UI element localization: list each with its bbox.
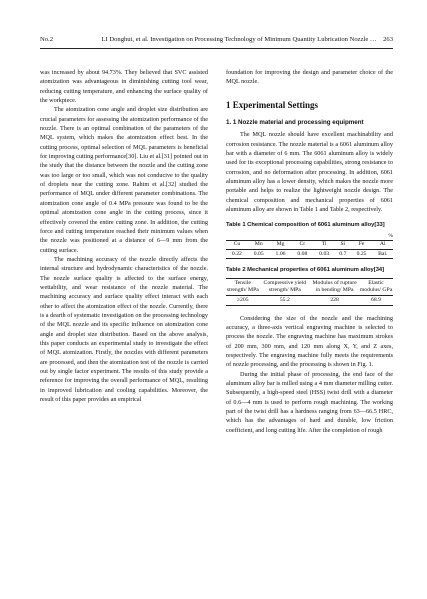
left-column	[40, 68, 208, 404]
table-2-caption: Table 2 Mechanical properties of 6061 aluminum alloy[34]	[226, 267, 385, 274]
table-row	[226, 295, 393, 305]
table-header-cell: Modulus of rupture in bending/ MPa	[310, 278, 359, 295]
table-cell: Bal.	[378, 250, 388, 257]
table-cell: 0.05	[253, 250, 264, 257]
table-header-cell: Elastic modulus/ GPa	[359, 278, 393, 295]
section-title: 1 Experimental Settings	[226, 99, 318, 110]
issue-number: No.2	[40, 36, 54, 43]
table-cell: ≥205	[236, 296, 249, 303]
table-1-caption: Table 1 Chemical composition of 6061 aluminum alloy[33]	[226, 222, 385, 229]
table-header-cell: Si	[335, 240, 351, 249]
right-column	[226, 68, 393, 435]
table-1-unit: %	[388, 232, 393, 239]
paragraph: Considering the size of the nozzle and the machining accuracy, a three-axis vertical engraving machine is selected to process the nozzle. The engraving machine has maximum strokes of 200 mm, 300 mm, and 120 mm along X, Y, and Z axes, respectively. The engraving machine fully meets the requirements of nozzle processing, and the processing is shown in Fig. 1.	[226, 314, 393, 369]
table-cell: 228	[330, 296, 339, 303]
page-number: 263	[383, 36, 393, 43]
header-rule	[40, 48, 393, 49]
running-header	[40, 36, 393, 48]
paragraph: The MQL nozzle should have excellent machinability and corrosion resistance. The nozzle material is a 6061 aluminum alloy bar with a diameter of 6 mm. The 6061 aluminum alloy is widely used for its exceptional processing capabilities, strong resistance to corrosion, and no deformation after processing. In addition, 6061 aluminum alloy has a lower density, which makes the nozzle more portable and helps to realize the lightweight nozzle design. The chemical composition and mechanical properties of 6061 aluminum alloy are shown in Table 1 and Table 2, respectively.	[226, 131, 393, 214]
table-header-cell: Cr	[291, 240, 313, 249]
table-cell: 0.03	[319, 250, 330, 257]
table-header-cell: Mn	[248, 240, 270, 249]
table-header-row	[226, 240, 393, 249]
paragraph: The atomization cone angle and droplet size distribution are crucial parameters for assessing the atomization performance of the nozzle. There is an optimal combination of the parameters of the MQL system, which makes the atomization effect best. In the cutting process, optimal selection of MQL parameters is beneficial for improving cutting performance[30]. Liu et al.[31] pointed out in the study that the distance between the nozzle and the cutting zone was too large or too small, which was not conducive to the quality of droplets near the cutting zone. Rahim et al.[32] studied the performance of MQL under different parameter combinations. The atomization cone angle of 0.4 MPa pressure was found to be the optimal atomization cone angle in the cutting process, since it effectively covered the entire cutting zone. In addition, the cutting force and cutting temperature reached their minimum values when the nozzle was positioned at a distance of 6—9 mm from the cutting surface.	[40, 106, 208, 254]
paragraph: The machining accuracy of the nozzle directly affects the internal structure and hydrodynamic characteristics of the nozzle. The nozzle surface quality is affected to the surface energy, wettability, and wear resistance of the nozzle material. The machining accuracy and surface quality effect interact with each other to affect the atomization effect of the nozzle. Currently, there is a dearth of systematic investigation on the processing technology of the MQL nozzle and its specific influence on atomization cone angle and droplet size distribution. Based on the above analysis, this paper conducts an experimental study to investigate the effect of MQL atomization. Firstly, the nozzles with different parameters are processed, and then the atomization test of the nozzle is carried out by single factor experiment. The results of this study provide a reference for improving the overall performance of MQL, resulting in improved lubrication and cooling capabilities. Moreover, the result of this paper provides an empirical	[40, 255, 208, 404]
table-header-cell: Ti	[313, 240, 335, 249]
running-title	[101, 36, 393, 43]
table-2	[226, 278, 393, 306]
paragraph: During the initial phase of processing, the end face of the aluminum alloy bar is milled using a 4 mm diameter milling cutter. Subsequently, a high-speed steel (HSS) twist drill with a diameter of 0.6—4 mm is used to perform rough machining. The working part of the twist drill has a hardness ranging from 63—66.5 HRC, which has the advantages of hard and durable, low friction coefficient, and long cutting life. After the completion of rough	[226, 370, 393, 434]
table-header-row	[226, 278, 393, 295]
table-cell: 0.7	[339, 250, 347, 257]
table-header-cell: Tensile strength/ MPa	[226, 278, 259, 295]
table-header-cell: Cu	[226, 240, 248, 249]
paragraph: foundation for improving the design and parameter choice of the MQL nozzle.	[226, 69, 393, 86]
table-header-cell: Fe	[351, 240, 373, 249]
table-row	[226, 250, 393, 259]
subsection-title: 1. 1 Nozzle material and processing equipment	[226, 119, 364, 127]
table-cell: 0.08	[297, 250, 308, 257]
table-cell: 0.25	[356, 250, 367, 257]
table-cell: 1.06	[275, 250, 286, 257]
table-header-cell: Mg	[270, 240, 292, 249]
table-1	[226, 240, 393, 259]
running-title-text: LI Donghui, et al. Investigation on Processing Technology of Minimum Quantity Lubrication Nozzle …	[101, 36, 377, 43]
table-cell: 68.9	[371, 296, 381, 303]
table-header-cell: Al	[372, 240, 393, 249]
table-header-cell: Compressive yield strength/ MPa	[259, 278, 310, 295]
table-cell: 0.22	[231, 250, 242, 257]
paragraph: was increased by about 94.73%. They believed that SVC assisted atomization was advantageous in diminishing cutting tool wear, reducing cutting temperature, and enhancing the surface quality of the workpiece.	[40, 69, 208, 105]
table-cell: 55.2	[279, 296, 290, 303]
